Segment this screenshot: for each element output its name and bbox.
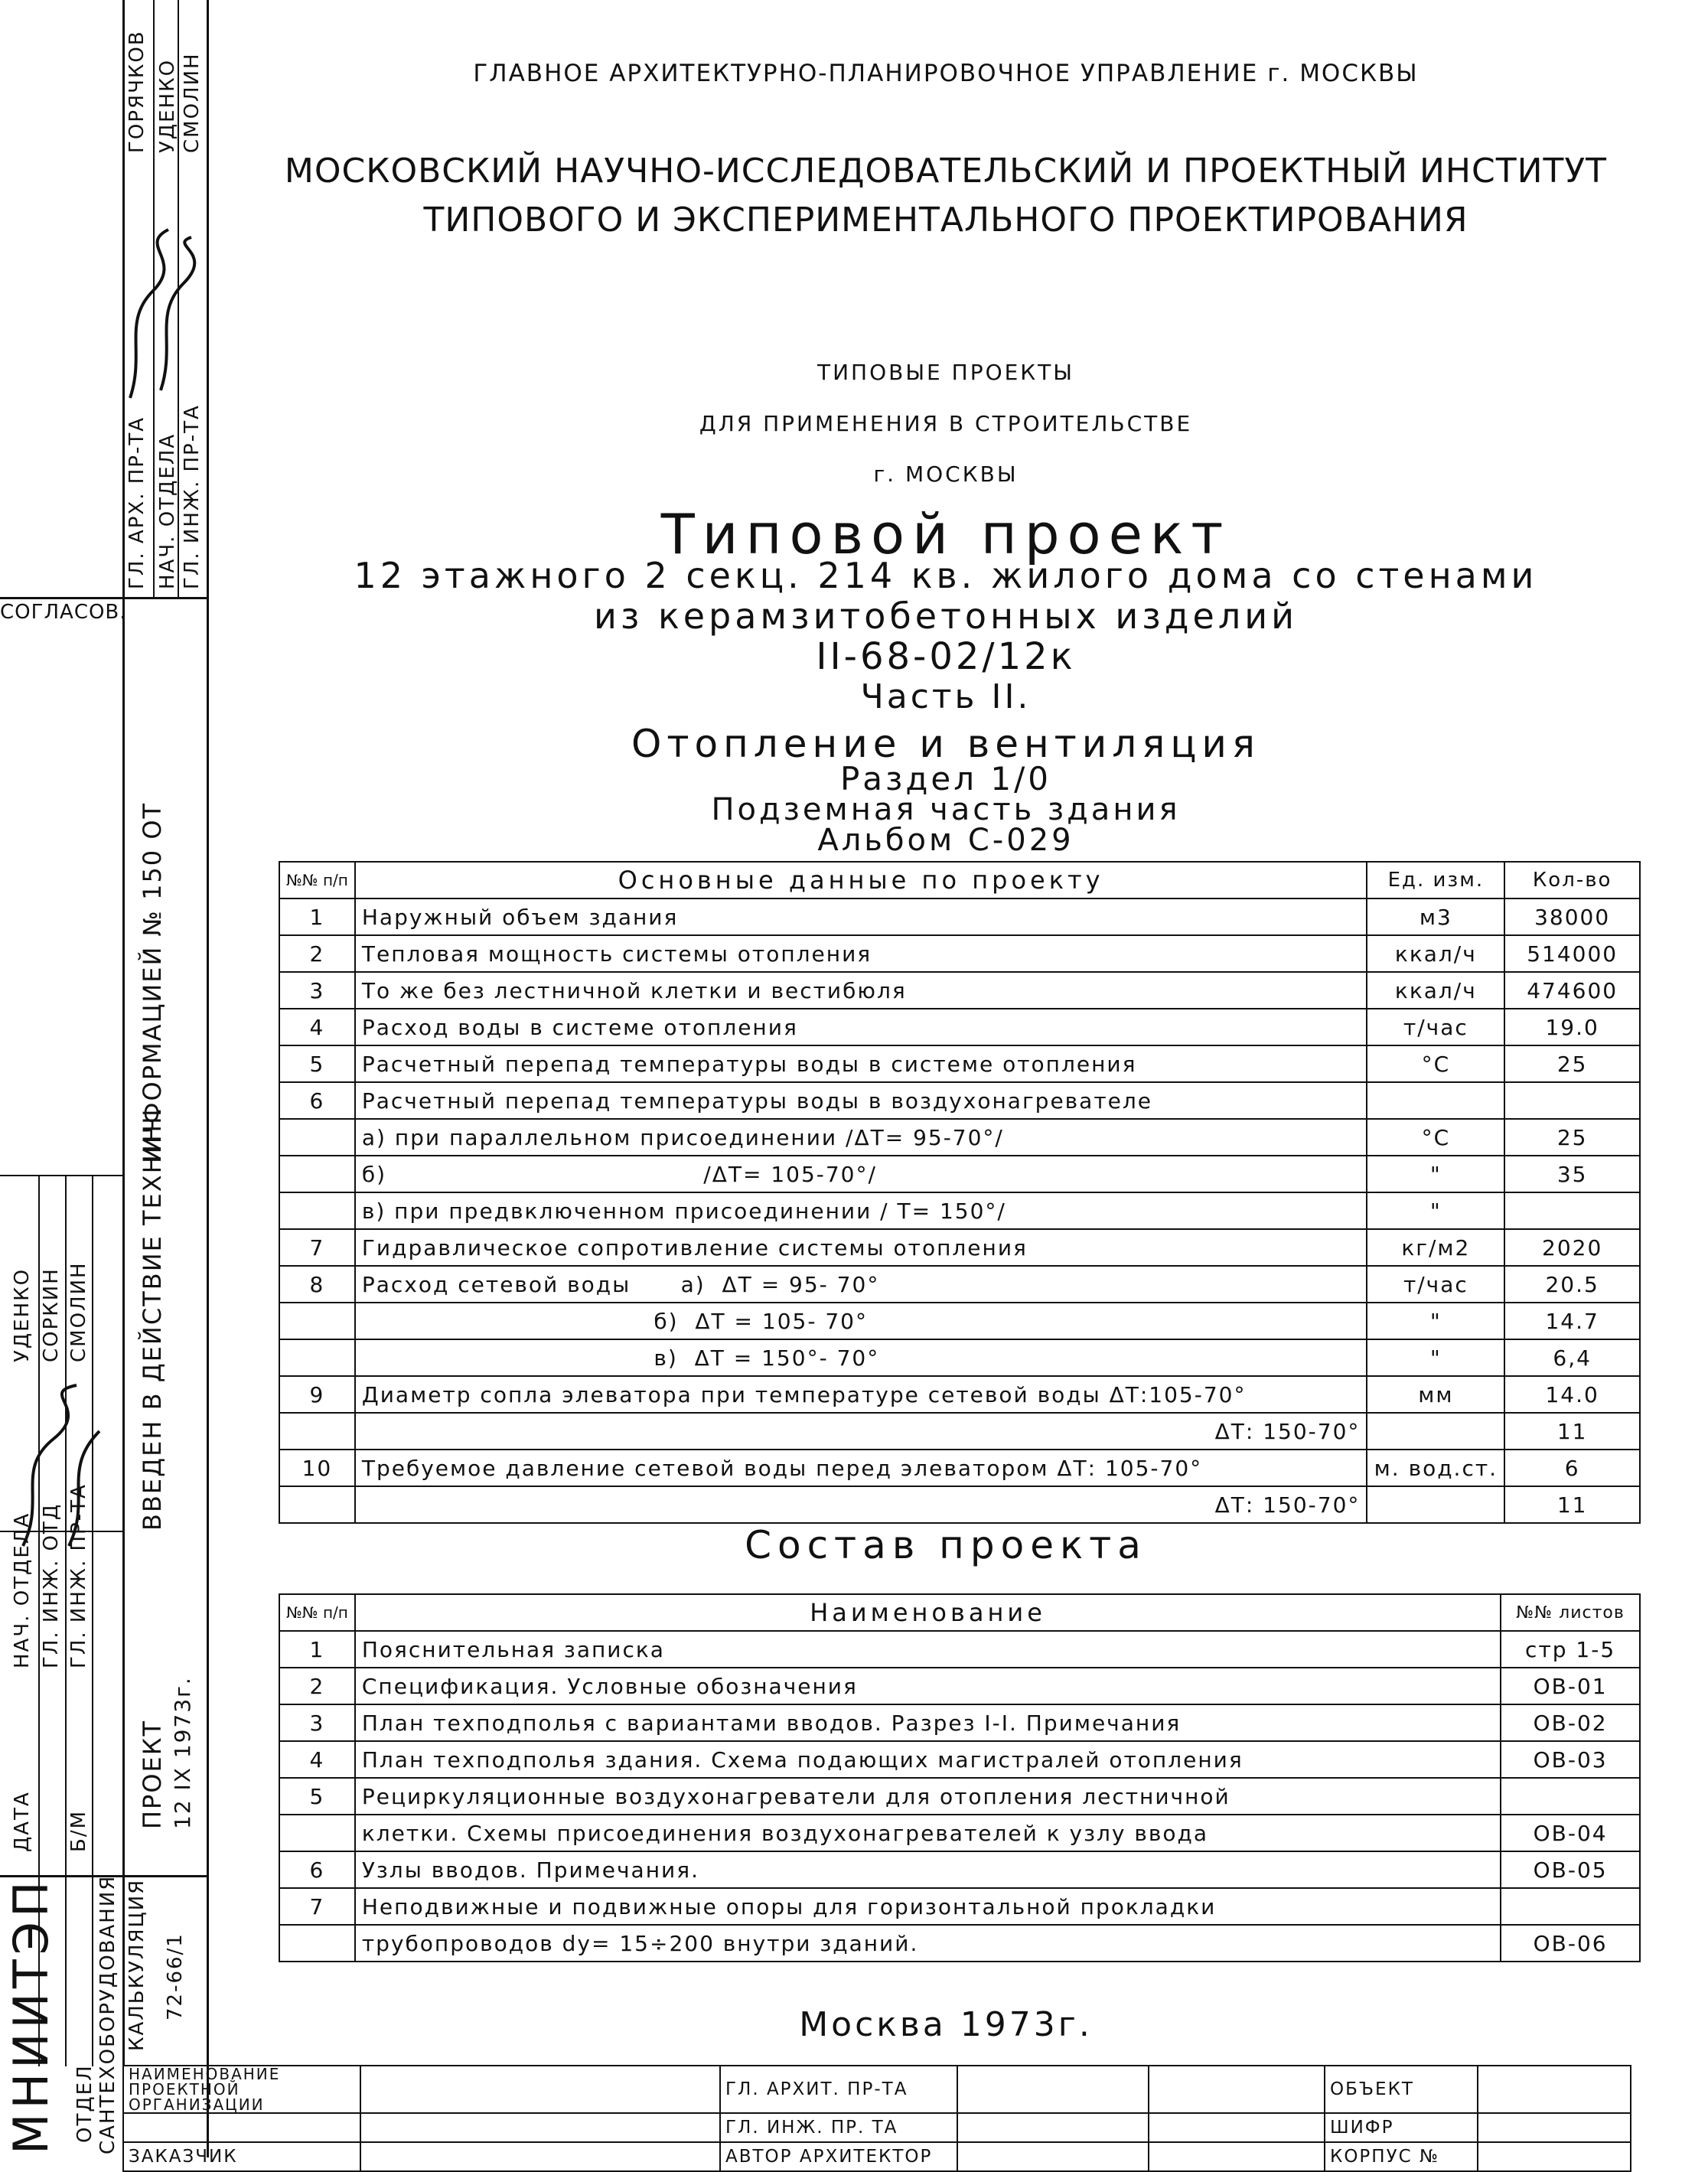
project-part: Часть II. <box>860 677 1032 716</box>
data-cell-name: Диаметр сопла элеватора при температуре сетевой воды ΔТ:105-70° <box>355 1376 1367 1413</box>
data-cell-name: Тепловая мощность системы отопления <box>355 935 1367 972</box>
main-data-table <box>279 861 1641 1524</box>
data-cell-name: Гидравлическое сопротивление системы отопления <box>355 1229 1367 1266</box>
institute-line-2: ТИПОВОГО И ЭКСПЕРИМЕНТАЛЬНОГО ПРОЕКТИРОВАНИЯ <box>423 201 1468 240</box>
side-calc-no: 72-66/1 <box>164 1932 187 2020</box>
data-cell-name: ΔТ: 150-70° <box>355 1486 1367 1523</box>
comp-header-name: Наименование <box>355 1594 1501 1631</box>
side-info-note: ИНФОРМАЦИЕЙ № 150 ОТ <box>138 801 167 1163</box>
composition-cell-sheet: ОВ-04 <box>1501 1815 1640 1851</box>
comp-header-sheet: №№ листов <box>1501 1594 1640 1631</box>
institute-line-1: МОСКОВСКИЙ НАУЧНО-ИССЛЕДОВАТЕЛЬСКИЙ И ПРОЕКТНЫЙ ИНСТИТУТ <box>284 152 1608 191</box>
composition-cell-n: 1 <box>279 1631 355 1668</box>
stamp-mid-2: ГЛ. ИНЖ. ПР. ТА <box>720 2113 957 2142</box>
composition-cell-sheet <box>1501 1778 1640 1815</box>
data-cell-unit: ккал/ч <box>1367 972 1504 1009</box>
project-discipline: Отопление и вентиляция <box>631 722 1260 766</box>
data-cell-value: 14.0 <box>1504 1376 1640 1413</box>
data-row <box>279 1303 1640 1339</box>
data-cell-value: 25 <box>1504 1119 1640 1156</box>
data-cell-name: в) ΔТ = 150°- 70° <box>355 1339 1367 1376</box>
stamp-mid-1: ГЛ. АРХИТ. ПР-ТА <box>720 2066 957 2113</box>
data-cell-n: 9 <box>279 1376 355 1413</box>
composition-cell-name: трубопроводов dу= 15÷200 внутри зданий. <box>355 1925 1501 1962</box>
data-cell-unit: ккал/ч <box>1367 935 1504 972</box>
data-cell-n: 7 <box>279 1229 355 1266</box>
composition-row <box>279 1815 1640 1851</box>
composition-cell-name: клетки. Схемы присоединения воздухонагревателей к узлу ввода <box>355 1815 1501 1851</box>
data-cell-name: а) при параллельном присоединении /ΔТ= 95-70°/ <box>355 1119 1367 1156</box>
composition-cell-name: План техподполья здания. Схема подающих магистралей отопления <box>355 1741 1501 1778</box>
header-name: Основные данные по проекту <box>355 862 1367 898</box>
data-cell-value: 35 <box>1504 1156 1640 1192</box>
side-sheet-label: Б/М <box>67 1809 90 1852</box>
composition-cell-sheet <box>1501 1888 1640 1925</box>
composition-row <box>279 1851 1640 1888</box>
data-cell-value: 2020 <box>1504 1229 1640 1266</box>
composition-cell-n: 7 <box>279 1888 355 1925</box>
side-role-3: ГЛ. ИНЖ. ПР-ТА <box>181 404 204 589</box>
data-cell-n: 1 <box>279 898 355 935</box>
data-row <box>279 1045 1640 1082</box>
stamp-right-3: КОРПУС № <box>1325 2142 1478 2171</box>
side-enacted: ВВЕДЕН В ДЕЙСТВИЕ ТЕХНИЧ. <box>138 1106 167 1531</box>
data-cell-unit: т/час <box>1367 1266 1504 1303</box>
data-cell-unit: т/час <box>1367 1009 1504 1045</box>
data-cell-n: 10 <box>279 1450 355 1486</box>
data-cell-n <box>279 1156 355 1192</box>
project-title-1: 12 этажного 2 секц. 214 кв. жилого дома со стенами <box>354 555 1538 596</box>
side-date-label: ДАТА <box>11 1791 34 1852</box>
composition-cell-sheet: ОВ-02 <box>1501 1704 1640 1741</box>
data-cell-name: б) /ΔТ= 105-70°/ <box>355 1156 1367 1192</box>
composition-cell-name: План техподполья с вариантами вводов. Разрез I-I. Примечания <box>355 1704 1501 1741</box>
composition-table-body <box>279 1631 1640 1962</box>
data-cell-name: Требуемое давление сетевой воды перед элеватором ΔТ: 105-70° <box>355 1450 1367 1486</box>
composition-cell-sheet: ОВ-05 <box>1501 1851 1640 1888</box>
data-row <box>279 972 1640 1009</box>
data-cell-value: 514000 <box>1504 935 1640 972</box>
composition-row <box>279 1778 1640 1815</box>
data-cell-value: 11 <box>1504 1413 1640 1450</box>
data-row <box>279 1119 1640 1156</box>
data-cell-n: 8 <box>279 1266 355 1303</box>
series-line-1: ТИПОВЫЕ ПРОЕКТЫ <box>817 360 1074 385</box>
data-cell-value <box>1504 1082 1640 1119</box>
stamp-left-1: НАИМЕНОВАНИЕ ПРОЕКТНОЙ ОРГАНИЗАЦИИ <box>123 2066 360 2113</box>
data-cell-value: 14.7 <box>1504 1303 1640 1339</box>
data-row <box>279 1266 1640 1303</box>
data-row <box>279 1450 1640 1486</box>
main-table-header <box>279 862 1640 898</box>
data-cell-value: 38000 <box>1504 898 1640 935</box>
side-dept2: САНТЕХОБОРУДОВАНИЯ <box>96 1874 119 2154</box>
stamp-mid-3: АВТОР АРХИТЕКТОР <box>720 2142 957 2171</box>
side-mid-name-3: СМОЛИН <box>67 1261 90 1362</box>
data-cell-n <box>279 1303 355 1339</box>
data-cell-n: 2 <box>279 935 355 972</box>
composition-cell-n: 5 <box>279 1778 355 1815</box>
data-row <box>279 1082 1640 1119</box>
authority-line: ГЛАВНОЕ АРХИТЕКТУРНО-ПЛАНИРОВОЧНОЕ УПРАВЛЕНИЕ г. МОСКВЫ <box>473 60 1419 87</box>
data-row <box>279 898 1640 935</box>
composition-cell-name: Рециркуляционные воздухонагреватели для отопления лестничной <box>355 1778 1501 1815</box>
composition-cell-name: Узлы вводов. Примечания. <box>355 1851 1501 1888</box>
composition-cell-n: 4 <box>279 1741 355 1778</box>
composition-cell-n: 3 <box>279 1704 355 1741</box>
side-agreed: СОГЛАСОВ. <box>0 601 127 624</box>
data-cell-value: 6,4 <box>1504 1339 1640 1376</box>
composition-row <box>279 1925 1640 1962</box>
data-cell-n: 5 <box>279 1045 355 1082</box>
data-cell-name: То же без лестничной клетки и вестибюля <box>355 972 1367 1009</box>
data-cell-value: 11 <box>1504 1486 1640 1523</box>
data-cell-n: 4 <box>279 1009 355 1045</box>
side-calc-label: КАЛЬКУЛЯЦИЯ <box>125 1878 148 2051</box>
data-cell-n: 3 <box>279 972 355 1009</box>
side-bottom-role-1: НАЧ. ОТДЕЛА <box>11 1512 34 1668</box>
side-dept1: ОТДЕЛ <box>73 2064 96 2143</box>
composition-row <box>279 1888 1640 1925</box>
data-cell-unit <box>1367 1413 1504 1450</box>
data-cell-n <box>279 1192 355 1229</box>
side-name-1: ГОРЯЧКОВ <box>125 30 148 153</box>
series-line-3: г. МОСКВЫ <box>873 461 1019 487</box>
data-row <box>279 1339 1640 1376</box>
data-cell-unit: °С <box>1367 1119 1504 1156</box>
side-name-3: СМОЛИН <box>181 52 204 153</box>
header-unit: Ед. изм. <box>1367 862 1504 898</box>
side-date: 12 IX 1973г. <box>170 1676 195 1829</box>
data-cell-unit: м3 <box>1367 898 1504 935</box>
side-mid-name-2: СОРКИН <box>40 1267 63 1362</box>
composition-cell-sheet: ОВ-01 <box>1501 1668 1640 1704</box>
project-title-2: из керамзитобетонных изделий <box>593 595 1299 637</box>
composition-row <box>279 1704 1640 1741</box>
data-cell-value: 25 <box>1504 1045 1640 1082</box>
side-role-2: НАЧ. ОТДЕЛА <box>156 432 179 589</box>
signature-scribbles-mid <box>8 1378 115 1561</box>
composition-cell-sheet: ОВ-03 <box>1501 1741 1640 1778</box>
composition-row <box>279 1631 1640 1668</box>
data-row <box>279 1376 1640 1413</box>
data-cell-unit: " <box>1367 1339 1504 1376</box>
side-role-1: ГЛ. АРХ. ПР-ТА <box>125 416 148 589</box>
project-album: Альбом С-029 <box>817 823 1074 858</box>
data-cell-unit: " <box>1367 1192 1504 1229</box>
data-cell-n <box>279 1486 355 1523</box>
composition-cell-n <box>279 1925 355 1962</box>
data-cell-name: в) при предвключенном присоединении / Т= 150°/ <box>355 1192 1367 1229</box>
composition-cell-n <box>279 1815 355 1851</box>
data-row <box>279 1486 1640 1523</box>
side-org: МНИИТЭП <box>3 1877 59 2154</box>
project-type: Типовой проект <box>660 502 1231 566</box>
main-table-body <box>279 898 1640 1523</box>
data-cell-value: 474600 <box>1504 972 1640 1009</box>
data-row <box>279 1229 1640 1266</box>
data-cell-unit <box>1367 1082 1504 1119</box>
data-row <box>279 1413 1640 1450</box>
side-project-label: ПРОЕКТ <box>138 1719 167 1829</box>
data-cell-unit: кг/м2 <box>1367 1229 1504 1266</box>
composition-cell-sheet: ОВ-06 <box>1501 1925 1640 1962</box>
data-cell-name: Расчетный перепад температуры воды в системе отопления <box>355 1045 1367 1082</box>
data-cell-value: 20.5 <box>1504 1266 1640 1303</box>
data-cell-value: 19.0 <box>1504 1009 1640 1045</box>
city-year: Москва 1973г. <box>799 2005 1093 2044</box>
project-code: II-68-02/12к <box>816 635 1076 678</box>
data-row <box>279 1192 1640 1229</box>
composition-cell-n: 6 <box>279 1851 355 1888</box>
data-cell-name: Наружный объем здания <box>355 898 1367 935</box>
data-cell-n <box>279 1413 355 1450</box>
composition-cell-name: Пояснительная записка <box>355 1631 1501 1668</box>
composition-cell-sheet: стр 1-5 <box>1501 1631 1640 1668</box>
data-cell-n <box>279 1119 355 1156</box>
composition-row <box>279 1668 1640 1704</box>
data-row <box>279 1156 1640 1192</box>
header-value: Кол-во <box>1504 862 1640 898</box>
side-bottom-role-2: ГЛ. ИНЖ. ОТД <box>40 1502 63 1668</box>
composition-table <box>279 1593 1641 1962</box>
composition-row <box>279 1741 1640 1778</box>
data-row <box>279 1009 1640 1045</box>
data-cell-n: 6 <box>279 1082 355 1119</box>
data-cell-name: Расход сетевой воды а) ΔТ = 95- 70° <box>355 1266 1367 1303</box>
data-row <box>279 935 1640 972</box>
composition-cell-name: Неподвижные и подвижные опоры для горизонтальной прокладки <box>355 1888 1501 1925</box>
data-cell-unit: °С <box>1367 1045 1504 1082</box>
composition-table-header <box>279 1594 1640 1631</box>
data-cell-n <box>279 1339 355 1376</box>
composition-cell-n: 2 <box>279 1668 355 1704</box>
data-cell-name: Расход воды в системе отопления <box>355 1009 1367 1045</box>
composition-cell-name: Спецификация. Условные обозначения <box>355 1668 1501 1704</box>
data-cell-unit <box>1367 1486 1504 1523</box>
data-cell-unit: мм <box>1367 1376 1504 1413</box>
series-line-2: ДЛЯ ПРИМЕНЕНИЯ В СТРОИТЕЛЬСТВЕ <box>699 411 1193 436</box>
data-cell-name: Расчетный перепад температуры воды в воздухонагревателе <box>355 1082 1367 1119</box>
composition-title: Состав проекта <box>745 1523 1147 1567</box>
stamp-left-3: ЗАКАЗЧИК <box>123 2142 360 2171</box>
project-subsection: Подземная часть здания <box>711 792 1181 827</box>
stamp-left-2 <box>123 2113 360 2142</box>
side-mid-name-1: УДЕНКО <box>11 1267 34 1362</box>
data-cell-unit: " <box>1367 1303 1504 1339</box>
data-cell-unit: " <box>1367 1156 1504 1192</box>
bottom-stamp <box>122 2065 1631 2172</box>
data-cell-name: ΔТ: 150-70° <box>355 1413 1367 1450</box>
side-bottom-role-3: ГЛ. ИНЖ. ПР-ТА <box>67 1483 90 1668</box>
signature-scribbles-top <box>115 214 207 413</box>
project-section: Раздел 1/0 <box>839 760 1052 797</box>
data-cell-value: 6 <box>1504 1450 1640 1486</box>
data-cell-value <box>1504 1192 1640 1229</box>
side-name-2: УДЕНКО <box>156 58 179 153</box>
data-cell-name: б) ΔТ = 105- 70° <box>355 1303 1367 1339</box>
comp-header-num: №№ п/п <box>279 1594 355 1631</box>
stamp-right-1: ОБЪЕКТ <box>1325 2066 1478 2113</box>
data-cell-unit: м. вод.ст. <box>1367 1450 1504 1486</box>
header-num: №№ п/п <box>279 862 355 898</box>
stamp-right-2: ШИФР <box>1325 2113 1478 2142</box>
